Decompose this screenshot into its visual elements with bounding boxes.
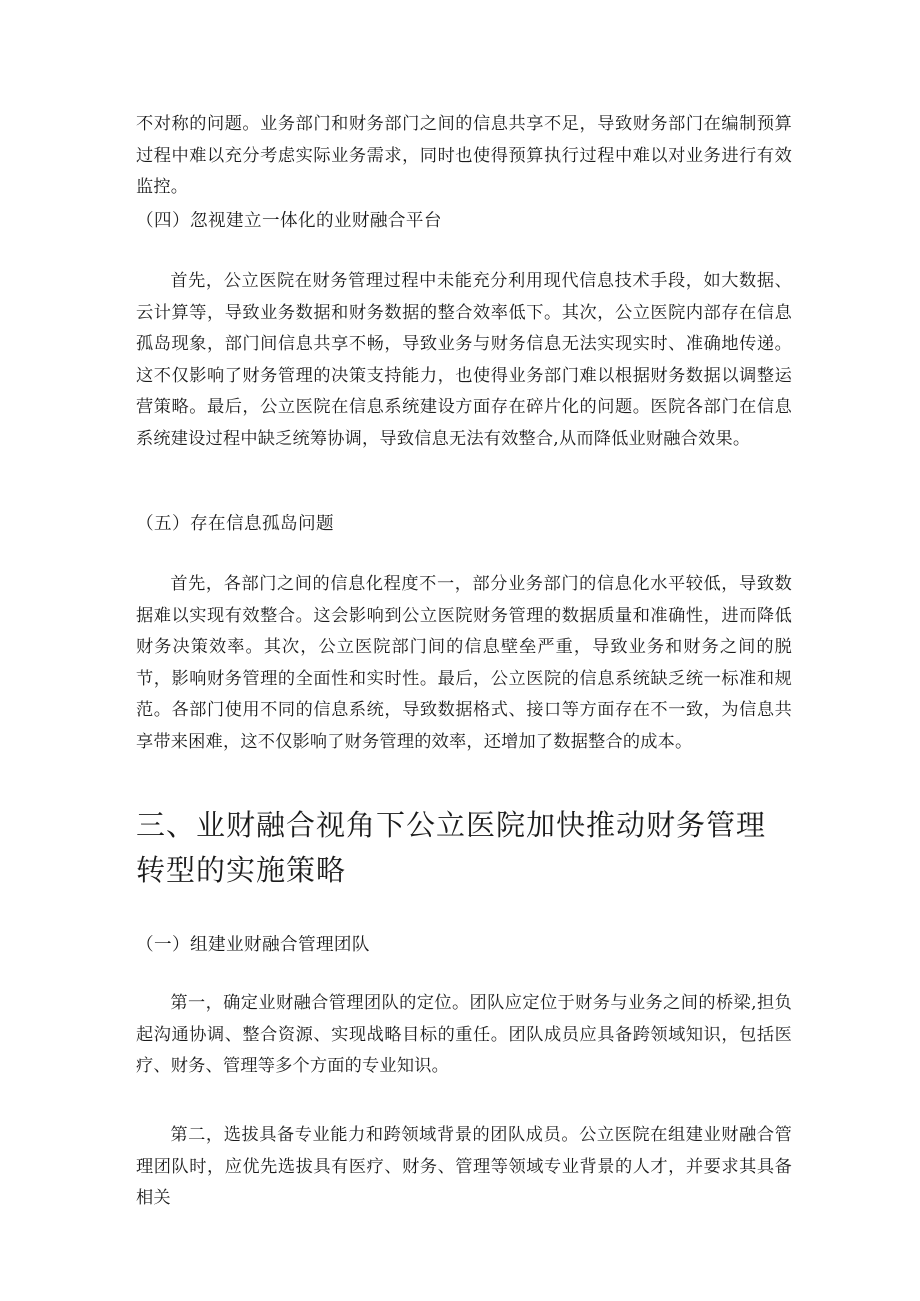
subsection-1-para2-block <box>136 1120 792 1215</box>
section-4-paragraph: 首先，公立医院在财务管理过程中未能充分利用现代信息技术手段，如大数据、云计算等，导致业务数据和财务数据的整合效率低下。其次，公立医院内部存在信息孤岛现象，部门间信息共享不畅，导致业务与财务信息无法实现实时、准确地传递。这不仅影响了财务管理的决策支持能力，也使得业务部门难以根据财务数据以调整运营策略。最后，公立医院在信息系统建设方面存在碎片化的问题。医院各部门在信息系统建设过程中缺乏统筹协调，导致信息无法有效整合,从而降低业财融合效果。 <box>136 271 792 449</box>
paragraph-continued <box>136 109 792 204</box>
subsection-1-paragraph-1: 第一，确定业财融合管理团队的定位。团队应定位于财务与业务之间的桥梁,担负起沟通协调、整合资源、实现战略目标的重任。团队成员应具备跨领域知识，包括医疗、财务、管理等多个方面的专业知识。 <box>136 993 792 1077</box>
subsection-1-para1-block <box>136 988 792 1083</box>
section-4-heading: （四）忽视建立一体化的业财融合平台 <box>136 211 442 231</box>
chapter-3-heading-block <box>136 803 792 893</box>
paragraph-text: 不对称的问题。业务部门和财务部门之间的信息共享不足，导致财务部门在编制预算过程中难以充分考虑实际业务需求，同时也使得预算执行过程中难以对业务进行有效监控。 <box>136 114 792 198</box>
chapter-3-heading: 三、业财融合视角下公立医院加快推动财务管理转型的实施策略 <box>136 808 767 887</box>
section-5-heading-block <box>136 509 792 539</box>
subsection-1-paragraph-2: 第二，选拔具备专业能力和跨领域背景的团队成员。公立医院在组建业财融合管理团队时，应优先选拔具有医疗、财务、管理等领域专业背景的人才，并要求其具备相关 <box>136 1125 792 1209</box>
subsection-1-heading-block <box>136 930 792 960</box>
subsection-1-heading: （一）组建业财融合管理团队 <box>136 935 370 955</box>
section-5-heading: （五）存在信息孤岛问题 <box>136 514 334 534</box>
section-5-paragraph: 首先，各部门之间的信息化程度不一，部分业务部门的信息化水平较低，导致数据难以实现有效整合。这会影响到公立医院财务管理的数据质量和准确性，进而降低财务决策效率。其次，公立医院部门间的信息壁垒严重，导致业务和财务之间的脱节，影响财务管理的全面性和实时性。最后，公立医院的信息系统缺乏统一标准和规范。各部门使用不同的信息系统，导致数据格式、接口等方面存在不一致，为信息共享带来困难，这不仅影响了财务管理的效率，还增加了数据整合的成本。 <box>136 574 792 752</box>
section-4-body-block <box>136 266 792 456</box>
section-4-heading-block <box>136 206 792 236</box>
section-5-body-block <box>136 569 792 759</box>
